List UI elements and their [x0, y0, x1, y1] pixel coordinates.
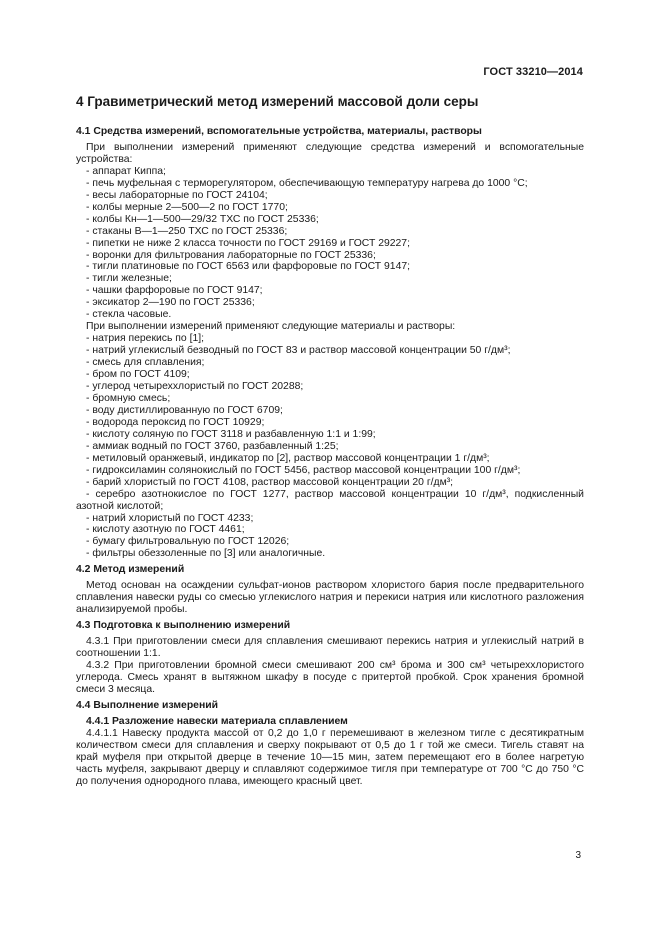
list-item: - натрия перекись по [1]; — [86, 333, 205, 345]
list-item: - бром по ГОСТ 4109; — [86, 369, 190, 381]
standard-code: ГОСТ 33210—2014 — [483, 66, 583, 78]
list-item: - барий хлористый по ГОСТ 4108, раствор массовой концентрации 20 г/дм³; — [86, 476, 454, 488]
list-item: - эксикатор 2—190 по ГОСТ 25336; — [86, 297, 255, 309]
list-item: - стекла часовые. — [86, 309, 172, 321]
list-item: - натрий хлористый по ГОСТ 4233; — [86, 512, 254, 524]
list-item: - фильтры обеззоленные по [3] или аналогичные. — [86, 548, 326, 560]
list-item: - метиловый оранжевый, индикатор по [2], раствор массовой концентрации 1 г/дм³; — [86, 452, 490, 464]
list-item: - водорода пероксид по ГОСТ 10929; — [86, 416, 265, 428]
list-item: - пипетки не ниже 2 класса точности по ГОСТ 29169 и ГОСТ 29227; — [86, 237, 410, 249]
list-item: - стаканы В—1—250 ТХС по ГОСТ 25336; — [86, 225, 288, 237]
heading-4-3: 4.3 Подготовка к выполнению измерений — [76, 620, 291, 632]
materials-list — [76, 333, 584, 560]
list-item: - тигли железные; — [86, 273, 172, 285]
list-item: - аппарат Киппа; — [86, 165, 166, 177]
document-body — [76, 126, 584, 788]
heading-4-2: 4.2 Метод измерений — [76, 564, 185, 576]
list-item: - натрий углекислый безводный по ГОСТ 83 и раствор массовой концентрации 50 г/дм³; — [86, 345, 511, 357]
list-item: - весы лабораторные по ГОСТ 24104; — [86, 189, 268, 201]
instruments-list — [76, 166, 584, 321]
list-item: - углерод четыреххлористый по ГОСТ 20288; — [86, 381, 304, 393]
method-paragraph: Метод основан на осаждении сульфат-ионов раствором хлористого бария после предварительного сплавления навески руды со смесью углекислого натрия и перекиси натрия или кислотного разложения анализируемой пробы. — [76, 580, 584, 616]
list-item: - аммиак водный по ГОСТ 3760, разбавленный 1:25; — [86, 440, 339, 452]
list-item: - серебро азотнокислое по ГОСТ 1277, раствор массовой концентрации 10 г/дм³, подкисленный азотной кислотой; — [76, 488, 584, 512]
list-item: - смесь для сплавления; — [86, 357, 205, 369]
list-item: - бумагу фильтровальную по ГОСТ 12026; — [86, 536, 290, 548]
paragraph-4-4-1-1: 4.4.1.1 Навеску продукта массой от 0,2 до 1,0 г перемешивают в железном тигле с десятикратным количеством смеси для сплавления и сверху покрывают от 0,5 до 1 г той же смеси. Тигель ставят на край муфеля при открытой дверце в течение 10—15 мин, затем перемещают его в более нагретую часть муфеля, закрывают дверцу и сплавляют содержимое тигля при температуре от 700 °С до 750 °С до получения однородного плава, имеющего красный цвет. — [76, 727, 584, 787]
paragraph-4-3-1: 4.3.1 При приготовлении смеси для сплавления смешивают перекись натрия и углекислый натрий в соотношении 1:1. — [76, 636, 584, 660]
list-item: - печь муфельная с терморегулятором, обеспечивающую температуру нагрева до 1000 °С; — [86, 177, 528, 189]
instruments-intro: При выполнении измерений применяют следующие средства измерений и вспомогательные устройства: — [76, 141, 584, 165]
materials-intro: При выполнении измерений применяют следующие материалы и растворы: — [86, 321, 456, 333]
heading-4-4: 4.4 Выполнение измерений — [76, 699, 218, 711]
section-title: 4 Гравиметрический метод измерений массовой доли серы — [76, 94, 479, 109]
list-item: - кислоту соляную по ГОСТ 3118 и разбавленную 1:1 и 1:99; — [86, 428, 376, 440]
list-item: - гидроксиламин солянокислый по ГОСТ 5456, раствор массовой концентрации 100 г/дм³; — [86, 464, 521, 476]
list-item: - чашки фарфоровые по ГОСТ 9147; — [86, 285, 263, 297]
list-item: - кислоту азотную по ГОСТ 4461; — [86, 524, 245, 536]
heading-4-1: 4.1 Средства измерений, вспомогательные устройства, материалы, растворы — [76, 126, 482, 137]
list-item: - воронки для фильтрования лабораторные по ГОСТ 25336; — [86, 249, 376, 261]
list-item: - тигли платиновые по ГОСТ 6563 или фарфоровые по ГОСТ 9147; — [86, 261, 411, 273]
list-item: - воду дистиллированную по ГОСТ 6709; — [86, 404, 283, 416]
list-item: - колбы мерные 2—500—2 по ГОСТ 1770; — [86, 201, 288, 213]
page-number: 3 — [575, 850, 581, 861]
paragraph-4-3-2: 4.3.2 При приготовлении бромной смеси смешивают 200 см³ брома и 300 см³ четыреххлористого углерода. Смесь хранят в вытяжном шкафу в посуде с притертой пробкой. Срок хранения бромной смеси 3 месяца. — [76, 659, 584, 695]
list-item: - колбы Кн—1—500—29/32 ТХС по ГОСТ 25336; — [86, 213, 319, 225]
list-item: - бромную смесь; — [86, 392, 171, 404]
heading-4-4-1: 4.4.1 Разложение навески материала сплавлением — [86, 715, 348, 727]
